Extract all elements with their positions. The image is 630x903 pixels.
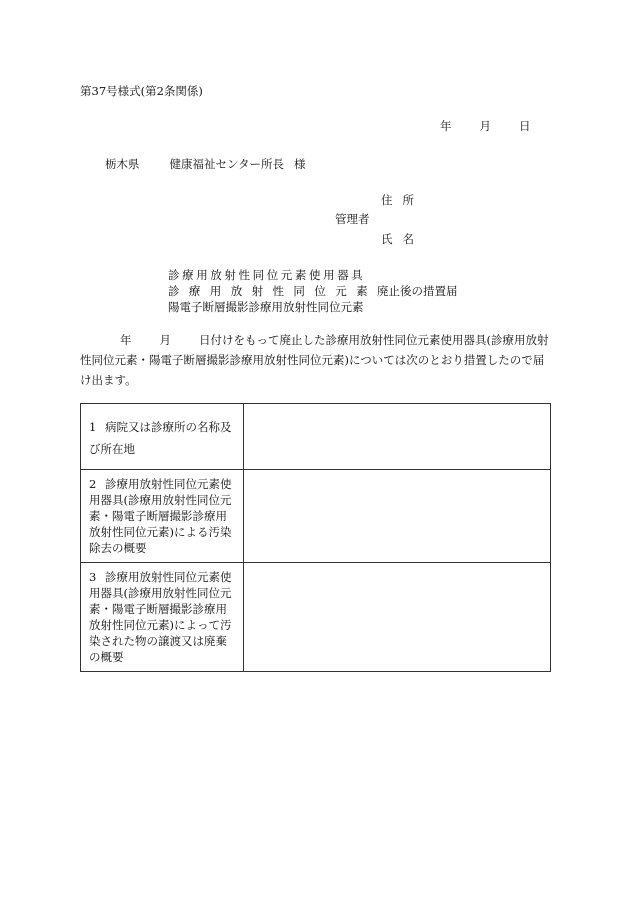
addressee-prefecture: 栃木県: [105, 157, 140, 171]
row-value-cell[interactable]: [244, 563, 551, 672]
name-label: 氏名: [381, 232, 424, 246]
row-value-cell[interactable]: [244, 404, 551, 470]
date-day: 日: [519, 119, 531, 133]
table-row: [81, 470, 551, 563]
row-label: 診療用放射性同位元素使用器具(診療用放射性同位元素・陽電子断層撮影診療用放射性同位元素)によって汚染された物の譲渡又は廃棄の概要: [89, 570, 232, 664]
date-month: 月: [479, 119, 491, 133]
title-line-2-main: 診療用放射性同位元素: [168, 284, 377, 298]
row-number: 3: [89, 570, 97, 584]
manager-label: 管理者: [335, 212, 370, 226]
row-number: 2: [89, 477, 97, 491]
title-line-2: [168, 283, 458, 299]
title-line-1: 診療用放射性同位元素使用器具: [168, 268, 366, 282]
date-line: [440, 120, 531, 134]
row-label-cell: [81, 563, 244, 672]
addressee-office: 健康福祉センター所長: [169, 157, 285, 171]
row-label: 診療用放射性同位元素使用器具(診療用放射性同位元素・陽電子断層撮影診療用放射性同位元素)による汚染除去の概要: [89, 477, 232, 555]
body-year: 年: [120, 333, 132, 347]
title-line-3: 陽電子断層撮影診療用放射性同位元素: [168, 300, 364, 314]
addressee: [105, 158, 306, 172]
body-month: 月: [159, 333, 171, 347]
document-title: [168, 267, 458, 315]
body-text: 日付けをもって廃止した診療用放射性同位元素使用器具(診療用放射性同位元素・陽電子断層撮影診療用放射性同位元素)については次のとおり措置したので届け出ます。: [80, 333, 549, 387]
row-number: 1: [89, 420, 97, 434]
row-label-cell: [81, 404, 244, 470]
addressee-honorific: 様: [294, 157, 306, 171]
notice-table: [80, 403, 551, 672]
row-label: 病院又は診療所の名称及び所在地: [89, 420, 232, 456]
title-line-2-suffix: 廃止後の措置届: [377, 284, 458, 298]
table-row: [81, 404, 551, 470]
form-number: 第37号様式(第2条関係): [80, 84, 203, 98]
row-value: [244, 563, 550, 575]
table-row: [81, 563, 551, 672]
body-paragraph: [80, 330, 555, 390]
address-label: 住所: [381, 193, 424, 207]
row-value-cell[interactable]: [244, 470, 551, 563]
row-value: [244, 470, 550, 482]
row-label-cell: [81, 470, 244, 563]
row-value: [244, 404, 550, 422]
date-year: 年: [440, 119, 452, 133]
